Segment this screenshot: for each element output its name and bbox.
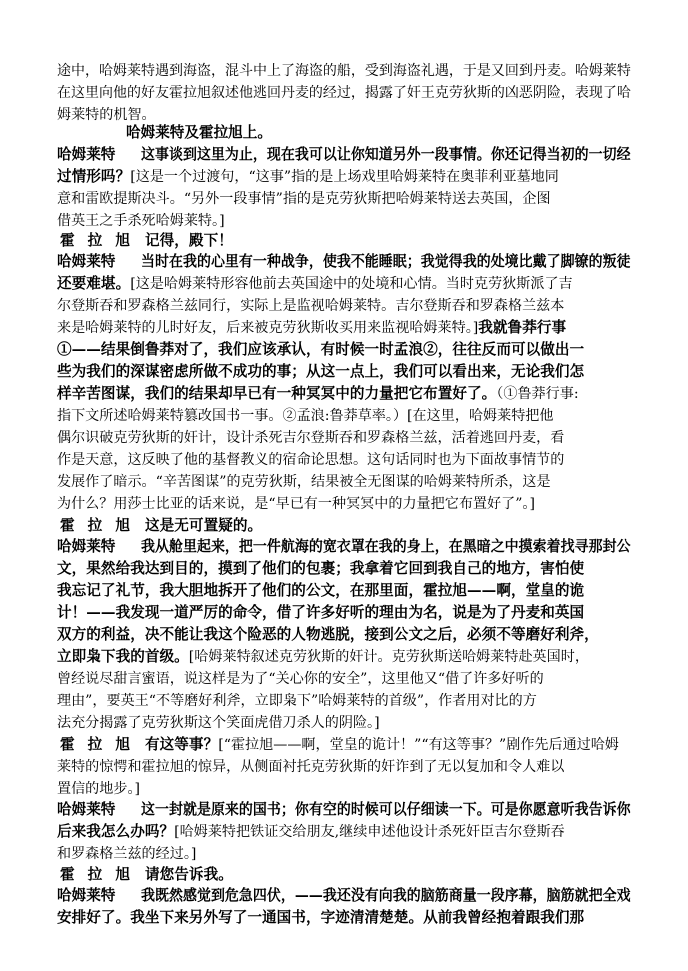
annotation-line: 发展作了暗示。“辛苦图谋”的克劳狄斯，结果被全无图谋的哈姆莱特所杀，这是 [57,474,551,490]
annotation-line: 曾经说尽甜言蜜语，说这样是为了“关心你的安全”，这里他又“借了许多好听的 [57,671,544,687]
speech-line: 计！——我发现一道严厉的命令，借了许多好听的理由为名，说是为了丹麦和英国 [57,604,585,621]
speech-bold: 样辛苦图谋，我们的结果却早已有一种冥冥中的力量把它布置好了。 [57,385,497,402]
speech-bold: 还要难堪。 [57,275,131,292]
annotation: [这是哈姆莱特形容他前去英国途中的处境和心情。当时克劳狄斯派了吉 [130,276,573,292]
annotation-line: 为什么？用莎士比亚的话来说，是“早已有一种冥冥中的力量把它布置好了”。] [57,496,535,512]
stage-direction: 哈姆莱特及霍拉旭上。 [126,124,272,141]
speaker-horatio: 霍 拉 旭 [60,517,134,534]
speech-line [57,823,565,841]
speaker-hamlet: 哈姆莱特 [57,801,116,818]
speech-line: 我既然感觉到危急四伏，——我还没有向我的脑筋商量一段序幕，脑筋就把全戏 [141,887,631,904]
annotation: [“霍拉旭——啊，堂皇的诡计！”“有这等事？”剧作先后通过哈姆 [218,737,619,753]
speaker-hamlet: 哈姆莱特 [57,538,116,555]
annotation-line: 尔登斯吞和罗森格兰兹同行，实际上是监视哈姆莱特。吉尔登斯吞和罗森格兰兹本 [57,298,565,314]
speech-line: ①——结果倒鲁莽对了，我们应该承认，有时候一时孟浪②，往往反而可以做出一 [57,341,585,358]
speech-line [57,385,579,403]
speech-line: 这是无可置疑的。 [145,517,263,534]
speaker-horatio: 霍 拉 旭 [60,866,134,883]
speaker-hamlet: 哈姆莱特 [57,887,116,904]
intro-line: 姆莱特的机智。 [57,107,156,123]
annotation: 来是哈姆莱特的儿时好友，后来被克劳狄斯收买用来监视哈姆莱特。] [57,320,479,336]
annotation-line: 理由”，要英王“不等磨好利斧，立即枭下”哈姆莱特的首级”，作者用对比的方 [57,693,537,709]
speech-bold: 立即枭下我的首级。 [57,648,189,665]
speech-line [57,648,589,666]
speech-line: 安排好了。我坐下来另外写了一通国书，字迹清清楚楚。从前我曾经抱着跟我们那 [57,909,585,926]
annotation-line: 置信的地步。] [57,781,141,797]
speech-line: 当时在我的心里有一种战争，使我不能睡眠；我觉得我的处境比戴了脚镣的叛徒 [141,253,631,270]
speech-line [57,319,566,337]
speech-line [57,275,573,293]
annotation: [哈姆莱特把铁证交给朋友,继续申述他设计杀死奸臣吉尔登斯吞 [174,824,565,840]
annotation-line: 法充分揭露了克劳狄斯这个笑面虎借刀杀人的阴险。] [57,715,380,731]
annotation: [哈姆莱特叙述克劳狄斯的奸计。克劳狄斯送哈姆莱特赴英国时， [188,649,589,665]
speech-line: 这一封就是原来的国书；你有空的时候可以仔细读一下。可是你愿意听我告诉你 [141,801,631,818]
speech-line [57,168,559,186]
speaker-hamlet: 哈姆莱特 [57,253,116,270]
annotation-line: 意和雷欧提斯决斗。“另外一段事情”指的是克劳狄斯把哈姆莱特送去英国，企图 [57,191,551,207]
speech-line: 记得，殿下！ [145,232,233,249]
annotation: [这是一个过渡句，“这事”指的是上场戏里哈姆莱特在奥菲利亚墓地同 [130,169,559,185]
speech-line: 双方的利益，决不能让我这个险恶的人物逃脱，接到公文之后，必须不等磨好利斧， [57,626,599,643]
speech-line: 请您告诉我。 [145,866,233,883]
annotation: （①鲁莽行事: [496,386,579,402]
speaker-horatio: 霍 拉 旭 [60,736,134,753]
speech-line [145,736,619,754]
speech-bold: 有这等事？ [145,736,219,753]
annotation-line: 和罗森格兰兹的经过。] [57,846,197,862]
speech-line: 些为我们的深谋密虑所做不成功的事；从这一点上，我们可以看出来，无论我们怎 [57,363,585,380]
speaker-hamlet: 哈姆莱特 [57,146,116,163]
speech-line: 文，果然给我达到目的，摸到了他们的包裹；我拿着它回到我自己的地方，害怕使 [57,560,585,577]
speech-bold: 我就鲁莽行事 [478,319,567,336]
speaker-horatio: 霍 拉 旭 [60,232,134,249]
annotation-line: 作是天意，这反映了他的基督教义的宿命论思想。这句话同时也为下面故事情节的 [57,452,565,468]
speech-line: 我忘记了礼节，我大胆地拆开了他们的公文，在那里面，霍拉旭——啊，堂皇的诡 [57,582,585,599]
intro-line: 在这里向他的好友霍拉旭叙述他逃回丹麦的经过，揭露了奸王克劳狄斯的凶恶阴险，表现了哈 [57,85,631,101]
annotation-line: 指下文所述哈姆莱特篡改国书一事。②孟浪:鲁莽草率。）[在这里，哈姆莱特把他 [57,408,554,424]
annotation-line: 莱特的惊愕和霍拉旭的惊异，从侧面衬托克劳狄斯的奸诈到了无以复加和令人难以 [57,759,565,775]
speech-bold: 过情形吗？ [57,168,131,185]
speech-line: 这事谈到这里为止，现在我可以让你知道另外一段事情。你还记得当初的一切经 [141,146,631,163]
annotation-line: 借英王之手杀死哈姆莱特。] [57,213,225,229]
annotation-line: 偶尔识破克劳狄斯的奸计，设计杀死吉尔登斯吞和罗森格兰兹，活着逃回丹麦，看 [57,430,565,446]
intro-line: 途中，哈姆莱特遇到海盗，混斗中上了海盗的船，受到海盗礼遇，于是又回到丹麦。哈姆莱特 [57,63,631,79]
speech-bold: 后来我怎么办吗？ [57,823,175,840]
speech-line: 我从舱里起来，把一件航海的宽衣罩在我的身上，在黑暗之中摸索着找寻那封公 [141,538,631,555]
